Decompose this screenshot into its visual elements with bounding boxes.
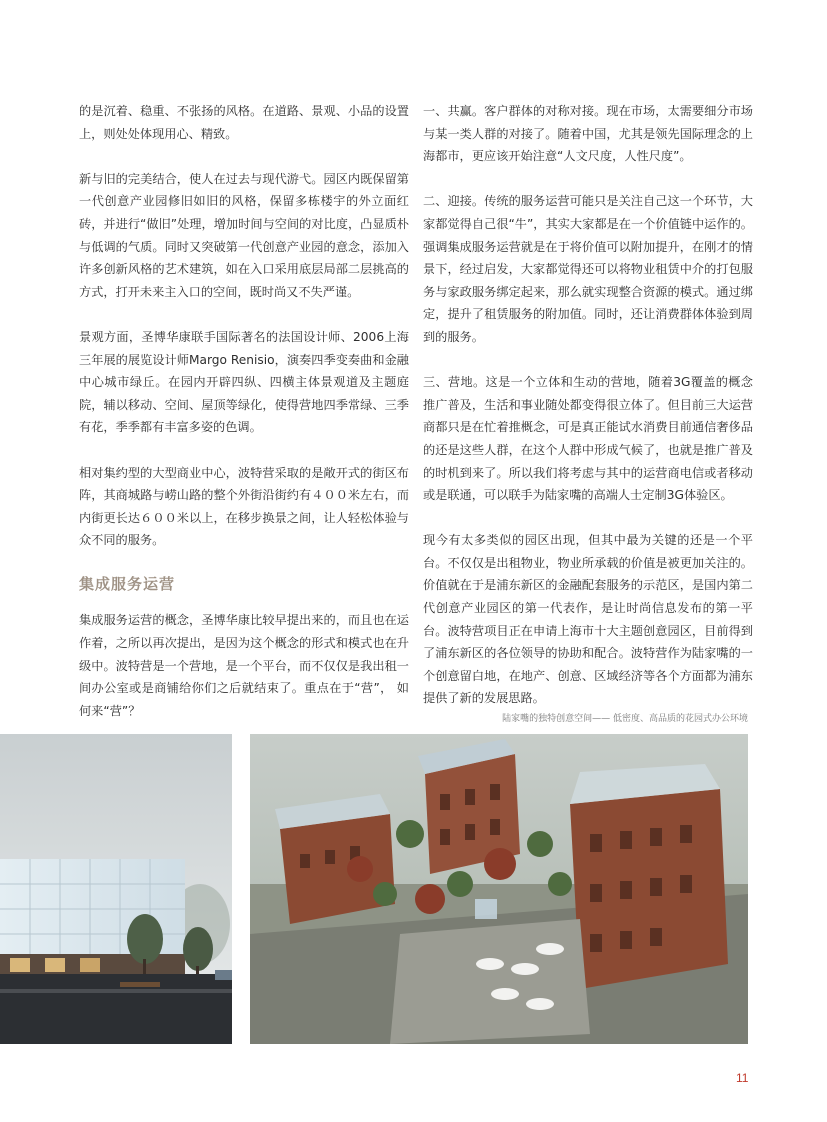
body-paragraph: 二、迎接。传统的服务运营可能只是关注自己这一个环节，大家都觉得自己很“牛”，其实大家都是在一个价值链中运作的。强调集成服务运营就是在于将价值可以附加提升，在刚才的情景下，经过启发，大家都觉得还可以将物业租赁中介的打包服务与家政服务绑定起来，那么就实现整合资源的模式。通过绑定，提升了租赁服务的附加值。同时，还让消费群体体验到周到的服务。	[423, 194, 753, 344]
body-paragraph: 三、营地。这是一个立体和生动的营地，随着3G覆盖的概念推广普及，生活和事业随处都变得很立体了。但目前三大运营商都只是在忙着推概念，可是真正能试水消费目前通信奢侈品的还是这些人群，在这个人群中形成气候了，也就是推广普及的时机到来了。所以我们将考虑与其中的运营商电信或者移动或是联通，可以联手为陆家嘴的高端人士定制3G体验区。	[423, 375, 753, 503]
body-paragraph: 的是沉着、稳重、不张扬的风格。在道路、景观、小品的设置上，则处处体现用心、精致。	[79, 104, 409, 141]
building-photo-right	[250, 734, 748, 1044]
body-paragraph: 一、共赢。客户群体的对称对接。现在市场，太需要细分市场与某一类人群的对接了。随着中国，尤其是领先国际理念的上海都市，更应该开始注意“人文尺度，人性尺度”。	[423, 104, 753, 164]
section-heading: 集成服务运营	[79, 575, 176, 594]
body-paragraph: 相对集约型的大型商业中心，波特营采取的是敞开式的街区布阵，其商城路与崂山路的整个外街沿街约有４００米左右，而内街更长达６００米以上，在移步换景之间，让人轻松体验与众不同的服务。	[79, 465, 409, 548]
glass-building-illustration	[0, 734, 232, 1044]
building-photo-left	[0, 734, 232, 1044]
right-text-column	[423, 100, 753, 733]
page-number: 11	[736, 1071, 749, 1085]
photo-caption: 陆家嘴的独特创意空间—— 低密度、高品质的花园式办公环境	[502, 714, 748, 724]
left-text-column	[79, 100, 409, 745]
body-paragraph: 集成服务运营的概念，圣博华康比较早提出来的，而且也在运作着，之所以再次提出，是因为这个概念的形式和模式也在升级中。波特营是一个营地，是一个平台，而不仅仅是我出租一间办公室或是商铺给你们之后就结束了。重点在于“营”， 如何来“营”？	[79, 613, 409, 718]
body-paragraph: 现今有太多类似的园区出现，但其中最为关键的还是一个平台。不仅仅是出租物业，物业所承载的价值是被更加关注的。价值就在于是浦东新区的金融配套服务的示范区，是国内第二代创意产业园区的第一代表作，是让时尚信息发布的第一平台。波特营项目正在申请上海市十大主题创意园区，目前得到了浦东新区的各位领导的协助和配合。波特营作为陆家嘴的一个创意留白地，在地产、创意、区域经济等各个方面都为浦东提供了新的发展思路。	[423, 533, 753, 706]
body-paragraph: 新与旧的完美结合，使人在过去与现代游弋。园区内既保留第一代创意产业园修旧如旧的风格，保留多栋楼宇的外立面红砖，并进行“做旧”处理，增加时间与空间的对比度，凸显质朴与低调的气质。同时又突破第一代创意产业园的意念，添加入许多创新风格的艺术建筑，如在入口采用底层局部二层挑高的方式，打开未来主入口的空间，既时尚又不失严谨。	[79, 171, 409, 299]
body-paragraph: 景观方面，圣博华康联手国际著名的法国设计师、2006上海三年展的展览设计师Margo Renisio，演奏四季变奏曲和金融中心城市绿丘。在园内开辟四纵、四横主体景观道及主题庭院，辅以移动、空间、屋顶等绿化，使得营地四季常绿、三季有花，季季都有丰富多姿的色调。	[79, 329, 409, 435]
creative-park-aerial-illustration	[250, 734, 748, 1044]
